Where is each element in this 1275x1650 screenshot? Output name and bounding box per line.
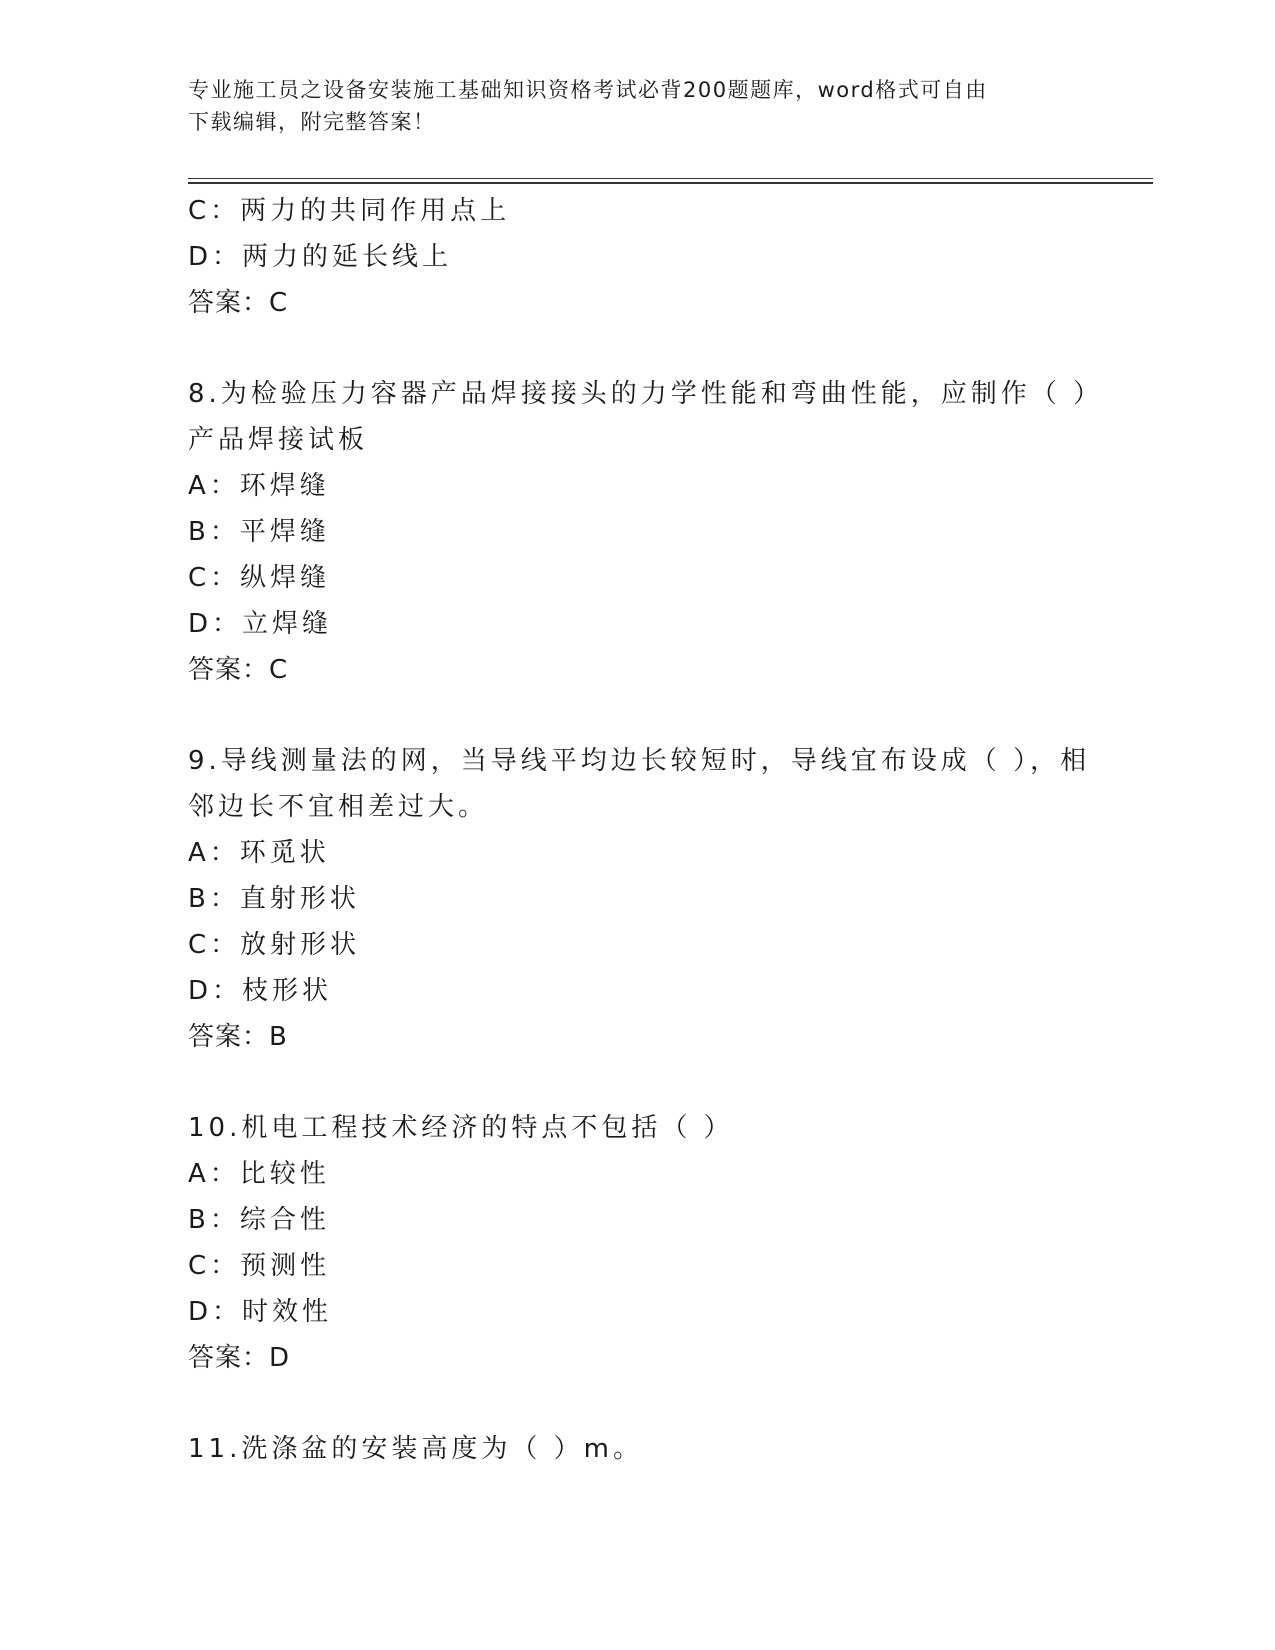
option-d: D：时效性: [188, 1297, 333, 1327]
option-d: D：立焊缝: [188, 609, 333, 639]
question-list: [188, 188, 1104, 1472]
question-continued: [188, 188, 1088, 326]
question-stem: 9.导线测量法的网，当导线平均边长较短时，导线宜布设成（ ），相: [188, 746, 1091, 776]
answer-line: 答案：B: [188, 1022, 288, 1052]
option-b: B：平焊缝: [188, 517, 330, 547]
option-a: A：比较性: [188, 1159, 330, 1189]
question-stem: 产品焊接试板: [188, 425, 369, 455]
header-divider-thick: [188, 182, 1153, 184]
question-spacer: [188, 1381, 1088, 1426]
answer-line: 答案：C: [188, 288, 289, 318]
answer-line: 答案：C: [188, 655, 289, 685]
question-8: [188, 371, 1104, 693]
option-b: B：综合性: [188, 1205, 330, 1235]
question-10: [188, 1105, 1088, 1381]
question-stem: 8.为检验压力容器产品焊接接头的力学性能和弯曲性能，应制作（ ）: [188, 379, 1104, 409]
option-d: D：两力的延长线上: [188, 242, 453, 272]
question-9: [188, 738, 1091, 1060]
option-d: D：枝形状: [188, 976, 333, 1006]
question-stem: 10.机电工程技术经济的特点不包括（ ）: [188, 1113, 734, 1143]
option-b: B：直射形状: [188, 884, 360, 914]
option-c: C：预测性: [188, 1251, 331, 1281]
question-spacer: [188, 693, 1088, 738]
answer-line: 答案：D: [188, 1343, 291, 1373]
question-11: [188, 1426, 1088, 1472]
option-a: A：环觅状: [188, 838, 330, 868]
option-c: C：纵焊缝: [188, 563, 331, 593]
document-header: [188, 74, 1068, 138]
question-spacer: [188, 1060, 1088, 1105]
question-stem: 11.洗涤盆的安装高度为（ ）m。: [188, 1434, 643, 1464]
question-stem: 邻边长不宜相差过大。: [188, 792, 489, 822]
header-line-1: 专业施工员之设备安装施工基础知识资格考试必背200题题库，word格式可自由: [188, 78, 988, 102]
option-a: A：环焊缝: [188, 471, 330, 501]
header-line-2: 下载编辑，附完整答案！: [188, 110, 436, 134]
option-c: C：放射形状: [188, 930, 361, 960]
header-divider-thin: [188, 178, 1153, 179]
option-c: C：两力的共同作用点上: [188, 196, 511, 226]
question-spacer: [188, 326, 1088, 371]
